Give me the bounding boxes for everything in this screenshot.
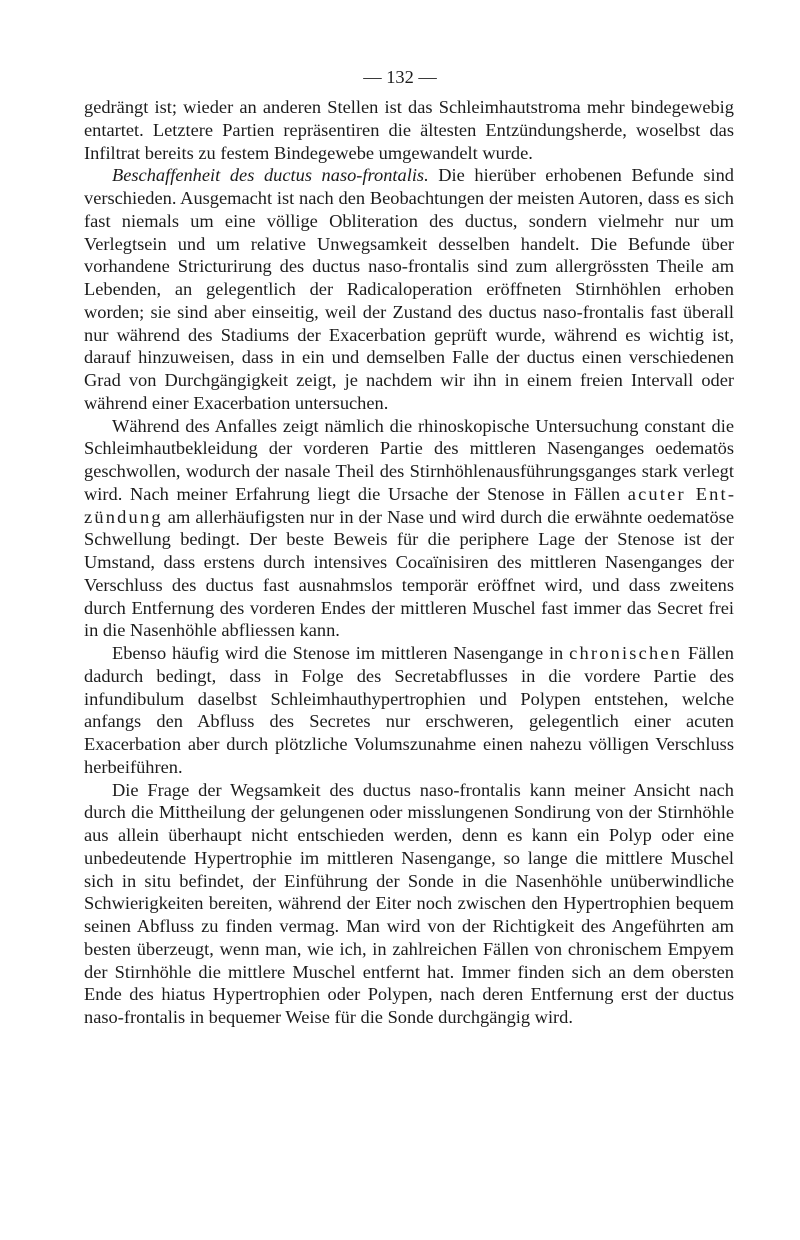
paragraph [84, 96, 734, 164]
paragraph-text: Fällen dadurch bedingt, dass in Folge des Secretabflusses in die vordere Partie des infundibulum daselbst Schleimhauthypertrophien und Polypen entstehen, welche anfangs den Abfluss des Secretes nur erschweren, gelegentlich einer acuten Exacerbation aber durch plötzliche Volumszunahme einen nahezu völligen Verschluss herbeiführen. [84, 643, 734, 777]
paragraph [84, 415, 734, 643]
paragraph [84, 779, 734, 1029]
paragraph [84, 164, 734, 414]
paragraph-text: Während des Anfalles zeigt nämlich die rhinoskopische Untersuchung constant die Schleimhautbekleidung der vorderen Partie des mittleren Nasenganges oedematös geschwollen, wodurch der nasale Theil des Stirnhöhlenausführungsganges stark verlegt wird. Nach meiner Erfahrung liegt die Ursache der Stenose in Fällen [84, 415, 734, 504]
section-heading: Beschaffenheit des ductus naso-frontalis. [112, 165, 429, 186]
emphasis-text: chronischen [569, 643, 683, 663]
paragraph-text: gedrängt ist; wieder an anderen Stellen ist das Schleimhautstroma mehr bindegewebig entartet. Letztere Partien repräsentiren die ältesten Entzündungsherde, woselbst das Infiltrat bereits zu festem Bindegewebe umgewandelt wurde. [84, 97, 734, 163]
paragraph [84, 642, 734, 779]
page-number: — 132 — [363, 67, 437, 87]
paragraph-text: Ebenso häufig wird die Stenose im mittleren Nasengange in [112, 643, 570, 663]
emphasis-text: acuter Entzündung [84, 483, 734, 527]
body-text [84, 96, 734, 1029]
paragraph-text: Die hierüber erhobenen Befunde sind verschieden. Ausgemacht ist nach den Beobachtungen der meisten Autoren, dass es sich fast niemals um eine völlige Obliteration des ductus, sondern vielmehr nur um Verlegtsein und um relative Unwegsamkeit desselben handelt. Die Befunde über vorhandene Stricturirung des ductus naso-frontalis sind zum allergrössten Theile am Lebenden, an gelegentlich der Radicaloperation eröffneten Stirnhöhlen erhoben worden; sie sind aber einseitig, weil der Zustand des ductus naso-frontalis fast überall nur während des Stadiums der Exacerbation geprüft wurde, während es wichtig ist, darauf hinzuweisen, dass in ein und demselben Falle der ductus einen verschiedenen Grad von Durchgängigkeit zeigt, je nachdem wir ihn in einem freien Intervall oder während einer Exacerbation untersuchen. [84, 165, 735, 413]
paragraph-text: am allerhäufigsten nur in der Nase und wird durch die erwähnte oedematöse Schwellung bedingt. Der beste Beweis für die periphere Lage der Stenose ist der Umstand, dass erstens durch intensives Cocaïnisiren des mittleren Nasenganges der Verschluss des ductus fast ausnahmslos temporär eröffnet wird, und dass zweitens durch Entfernung des vorderen Endes der mittleren Muschel fast immer das Secret frei in die Nasenhöhle abfliessen kann. [84, 506, 734, 641]
paragraph-text: Die Frage der Wegsamkeit des ductus naso-frontalis kann meiner Ansicht nach durch die Mittheilung der gelungenen oder misslungenen Sondirung von der Stirnhöhle aus allein überhaupt nicht entschieden werden, denn es kann ein Polyp oder eine unbedeutende Hypertrophie im mittleren Nasengange, so lange die mittlere Muschel sich in situ befindet, der Einführung der Sonde in die Nasenhöhle unüberwindliche Schwierigkeiten bereiten, während der Eiter noch zwischen den Hypertrophien bequem seinen Abfluss zu finden vermag. Man wird von der Richtigkeit des Angeführten am besten überzeugt, wenn man, wie ich, in zahlreichen Fällen von chronischem Empyem der Stirnhöhle die mittlere Muschel entfernt hat. Immer finden sich an dem obersten Ende des hiatus Hypertrophien oder Polypen, nach deren Entfernung erst der ductus naso-frontalis in bequemer Weise für die Sonde durchgängig wird. [84, 779, 734, 1027]
